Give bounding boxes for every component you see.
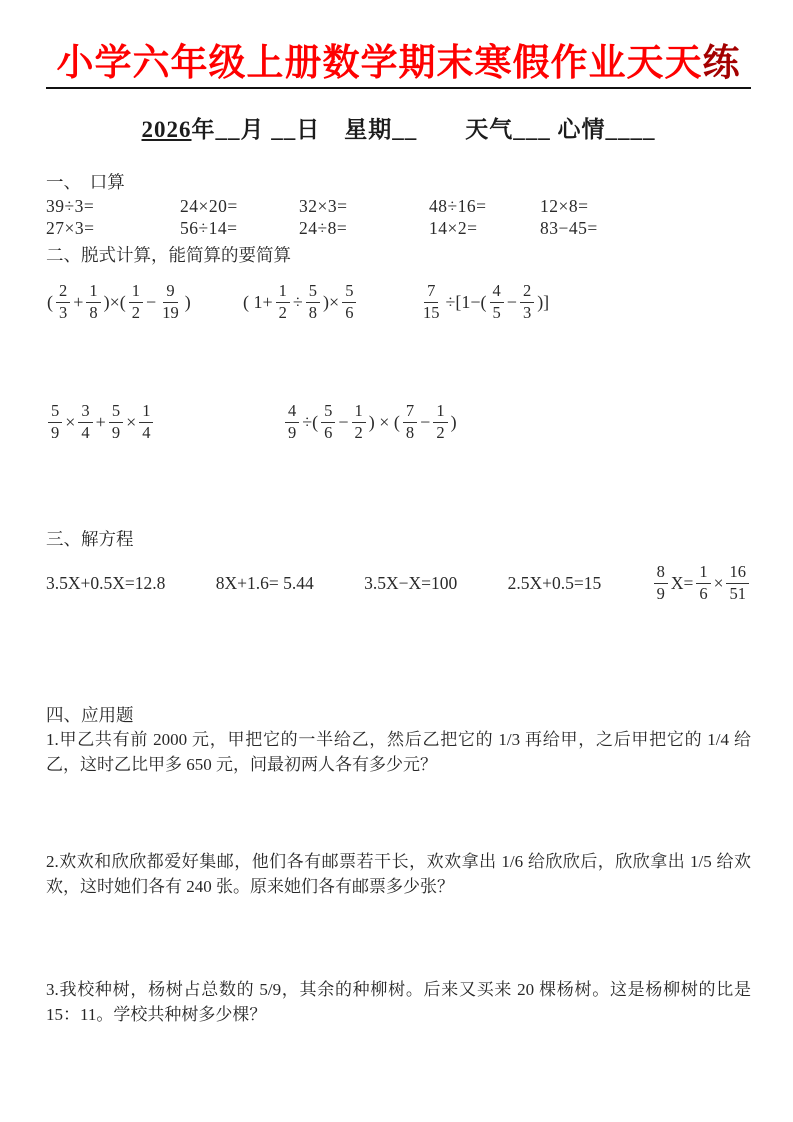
math-text: × [126,411,137,432]
fraction-denominator: 2 [436,422,445,442]
fraction-denominator: 51 [729,583,746,603]
fraction [56,282,70,322]
fraction-numerator: 7 [424,282,438,303]
fraction [276,282,290,322]
fraction-numerator: 9 [163,282,177,303]
word-problem-3: 3.我校种树，杨树占总数的 5/9，其余的种柳树。后来又买来 20 棵杨树。这是杨柳树的比是 15：11。学校共种树多少棵？ [46,980,751,1025]
equation: 3.5X−X=100 [364,572,458,593]
word-problem-2: 2.欢欢和欣欣都爱好集邮，他们各有邮票若干长，欢欢拿出 1/6 给欣欣后，欣欣拿出 1/5 给欢欢，这时她们各有 240 张。原来她们各有邮票多少张？ [46,852,751,897]
fraction-numerator: 4 [285,402,299,423]
math-text: ÷ [292,291,303,312]
fraction-numerator: 1 [86,282,100,303]
page-title [46,42,751,86]
oral-problem: 27×3= [46,218,95,239]
equation: 3.5X+0.5X=12.8 [46,572,166,593]
fraction-denominator: 4 [81,422,90,442]
math-text: )×( [103,291,126,312]
equation: 8X+1.6= 5.44 [215,572,314,593]
math-text: × [713,572,724,593]
math-text: − [506,291,517,312]
oral-problem: 56÷14= [180,218,238,239]
section-equations-heading: 三、解方程 [46,529,134,550]
title-main-text: 小学六年级上册数学期末寒假作业天天 [56,43,703,84]
fraction-numerator: 1 [433,402,447,423]
calc-expression [46,273,192,331]
fraction-numerator: 3 [78,402,92,423]
math-text: ) × ( [368,411,400,432]
oral-problem: 32×3= [299,196,348,217]
fraction [129,282,143,322]
calc-expression [418,273,550,331]
fraction [159,282,182,322]
math-text: − [146,291,157,312]
fraction [109,402,123,442]
equation-with-fractions [652,563,751,603]
fraction-numerator: 2 [520,282,534,303]
title-last-char: 练 [702,43,741,84]
equation: 2.5X+0.5=15 [507,572,602,593]
fraction [342,282,356,322]
fraction-numerator: 1 [276,282,290,303]
calc-expression-row-2 [46,393,751,451]
section-oral-heading: 一、 口算 [46,172,125,193]
math-text: ) [450,411,457,432]
fraction-numerator: 5 [48,402,62,423]
fraction-numerator: 1 [129,282,143,303]
oral-problem: 39÷3= [46,196,95,217]
math-text: )× [323,291,340,312]
math-text: ( 1+ [243,291,273,312]
fraction-numerator: 2 [56,282,70,303]
fraction-denominator: 5 [492,302,501,322]
math-text: X= [670,572,694,593]
oral-problem: 24÷8= [299,218,348,239]
math-text: ( [47,291,53,312]
fraction-denominator: 15 [423,302,440,322]
fraction [696,563,710,603]
fraction-denominator: 9 [656,583,665,603]
fraction-denominator: 4 [142,422,151,442]
fraction-denominator: 9 [288,422,297,442]
fraction-numerator: 5 [321,402,335,423]
fraction [139,402,153,442]
calc-expression [46,393,155,451]
fraction [654,563,668,603]
fraction [352,402,366,442]
fraction-denominator: 6 [324,422,333,442]
fraction-denominator: 8 [308,302,318,322]
oral-problem: 12×8= [540,196,589,217]
fraction-numerator: 5 [342,282,356,303]
fraction-denominator: 9 [51,422,60,442]
fraction-numerator: 8 [654,563,668,584]
oral-calculation-grid [46,195,751,239]
fraction-denominator: 6 [345,302,354,322]
math-text: )] [537,291,550,312]
word-problem-1: 1.甲乙共有前 2000 元，甲把它的一半给乙，然后乙把它的 1/3 再给甲，之后甲把它的 1/4 给乙，这时乙比甲多 650 元，问最初两人各有多少元？ [46,730,751,775]
fraction [726,563,749,603]
math-text: + [95,411,106,432]
math-text: − [338,411,349,432]
calc-expression-row-1 [46,273,751,331]
math-text: × [65,411,76,432]
fraction-denominator: 8 [405,422,415,442]
fraction-numerator: 1 [139,402,153,423]
oral-problem: 83−45= [540,218,598,239]
fraction [520,282,534,322]
fraction-denominator: 3 [59,302,68,322]
math-text: ÷( [302,411,319,432]
section-word-problems-heading: 四、应用题 [46,705,134,726]
oral-problem: 24×20= [180,196,238,217]
fraction-denominator: 2 [354,422,363,442]
fraction [78,402,92,442]
math-text: ) [184,291,191,312]
fraction-denominator: 9 [111,422,121,442]
fraction-numerator: 5 [306,282,320,303]
fraction-numerator: 4 [490,282,504,303]
oral-problem: 14×2= [429,218,478,239]
date-line [46,111,751,144]
fraction-numerator: 16 [726,563,749,584]
fraction [285,402,299,442]
math-text: ÷[1−( [445,291,487,312]
fraction-denominator: 3 [522,302,532,322]
fraction-numerator: 1 [352,402,366,423]
fraction-numerator: 7 [403,402,417,423]
fraction-numerator: 5 [109,402,123,423]
fraction-denominator: 8 [89,302,98,322]
fraction [433,402,447,442]
fraction-denominator: 19 [162,302,179,322]
fraction-numerator: 1 [696,563,710,584]
date-year: 2026 [141,117,192,143]
fraction [490,282,504,322]
calc-expression [242,273,358,331]
fraction [403,402,417,442]
fraction [306,282,320,322]
title-underline-rule [46,42,751,89]
math-text: + [73,291,84,312]
section-calc-heading: 二、脱式计算，能简算的要简算 [46,245,291,266]
equations-row [46,555,751,611]
fraction [321,402,335,442]
math-text: − [420,411,431,432]
fraction [48,402,62,442]
calc-expression [283,393,458,451]
fraction-denominator: 2 [131,302,141,322]
fraction [86,282,100,322]
fraction-denominator: 6 [699,583,708,603]
oral-problem: 48÷16= [429,196,487,217]
fraction-denominator: 2 [278,302,287,322]
fraction [420,282,443,322]
date-blanks: 年__月 __日 星期__ 天气___ 心情____ [191,117,656,143]
